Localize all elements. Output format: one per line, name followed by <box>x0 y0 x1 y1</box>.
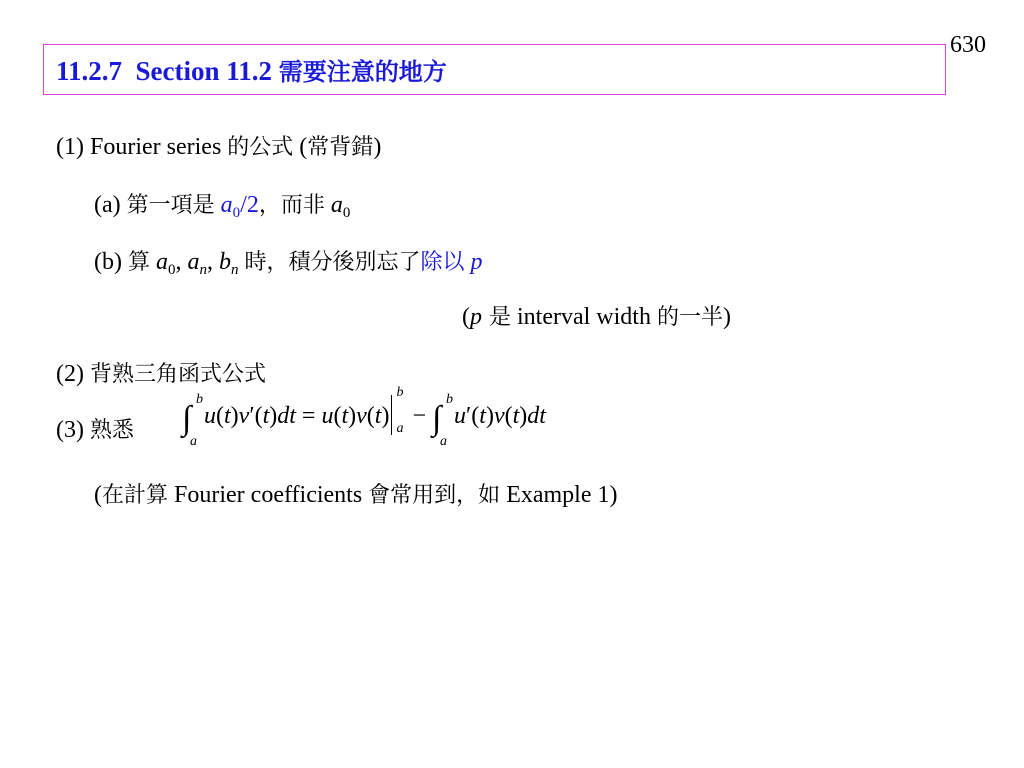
item-3-note-text2: Example 1) <box>500 482 618 508</box>
item-1-paren-open: ( <box>293 134 308 160</box>
integration-by-parts-formula: ∫ b a u(t)v′(t)dt = u(t)v(t) b a − ∫ b a u′(t)v(t)dt <box>182 385 546 449</box>
title-section: Section 11.2 <box>135 56 273 86</box>
p-note-text: interval width <box>511 304 657 330</box>
item-3-note-cjk: 在計算 <box>102 483 169 508</box>
page-number: 630 <box>950 32 986 58</box>
item-2-label: (2) <box>56 361 90 387</box>
item-1a-a0-half: $a_0/2$ <box>220 192 259 221</box>
p-note-open: ( <box>462 304 470 330</box>
item-1b-p: p <box>470 249 483 275</box>
item-1a-a0: $a_0$ <box>330 192 351 221</box>
p-note-p: p <box>470 304 482 330</box>
item-3-cjk: 熟悉 <box>89 418 134 443</box>
item-1b-cjk-blue: 除以 <box>420 250 465 275</box>
item-1 <box>56 130 381 161</box>
p-note-cjk: 是 <box>482 305 511 330</box>
item-2-cjk: 背熟三角函式公式 <box>89 362 266 387</box>
p-note-close: ) <box>722 304 731 330</box>
item-1-note: 常背錯 <box>307 135 374 160</box>
item-1a-cjk2: ，而非 <box>258 193 325 218</box>
item-3-note <box>94 478 617 509</box>
item-1-prefix: (1) Fourier series <box>56 134 228 160</box>
item-3-label: (3) <box>56 417 90 443</box>
item-1b-label: (b) <box>94 249 128 275</box>
item-3-note-cjk2: 會常用到，如 <box>368 483 501 508</box>
item-1a <box>94 188 350 219</box>
item-1a-cjk: 第一項是 <box>126 193 215 218</box>
item-1b <box>94 245 483 276</box>
item-1b-cjk: 算 <box>127 250 150 275</box>
item-1-paren-close: ) <box>373 134 382 160</box>
item-3 <box>56 413 134 444</box>
slide-title <box>56 52 447 87</box>
item-3-note-open: ( <box>94 482 102 508</box>
item-1a-label: (a) <box>94 192 127 218</box>
item-1b-coeffs: $a_0$, $a_n$, $b_n$ <box>156 249 239 278</box>
p-note-cjk2: 的一半 <box>656 305 723 330</box>
p-note <box>462 300 731 331</box>
title-cjk: 需要注意的地方 <box>278 58 447 86</box>
item-1-cjk: 的公式 <box>227 135 294 160</box>
item-3-note-text: Fourier coefficients <box>168 482 369 508</box>
item-2 <box>56 357 266 388</box>
item-1b-cjk2: 時，積分後別忘了 <box>244 250 421 275</box>
title-number: 11.2.7 <box>56 56 123 86</box>
